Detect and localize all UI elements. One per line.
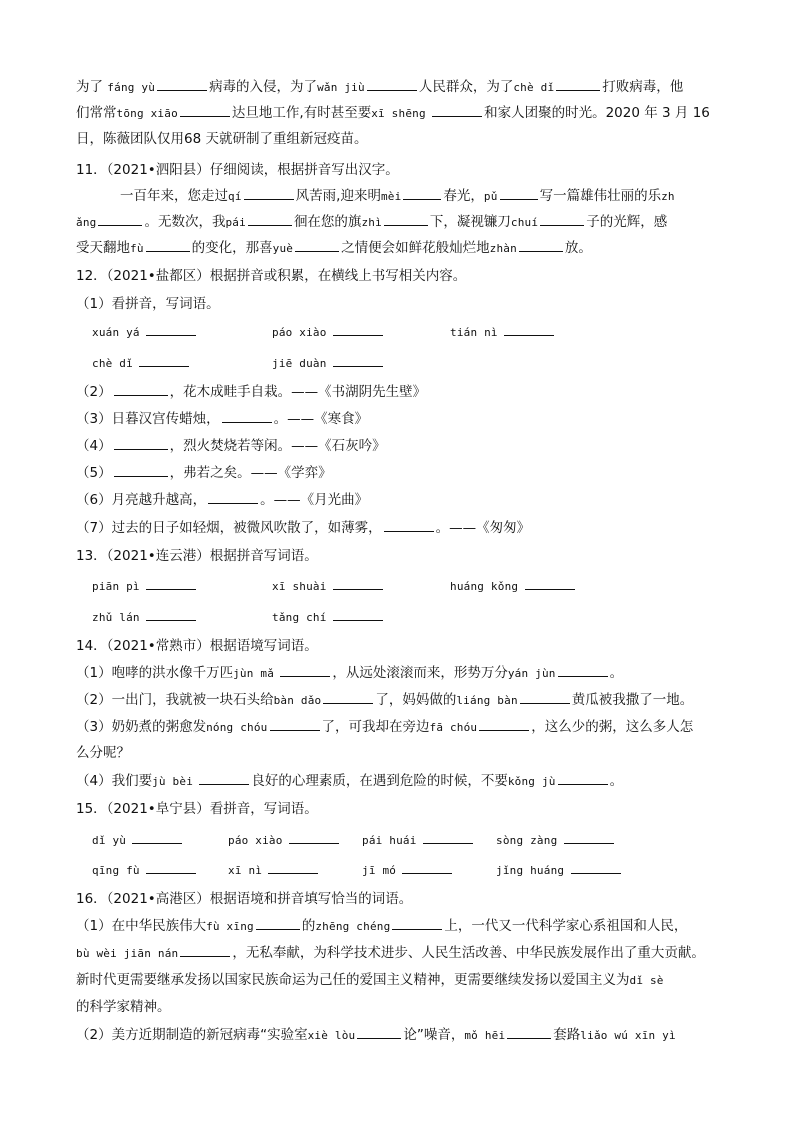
- sub-question: （6）月亮越升越高， 。——《月光曲》: [76, 492, 369, 508]
- sub-question: （2）一出门，我就被一块石头给bàn dǎo 了，妈妈做的liáng bàn 黄瓜被我撒了一地。: [76, 692, 694, 708]
- question-heading: 13．（2021•连云港）根据拼音写词语。: [76, 548, 318, 564]
- sub-question: （1）咆哮的洪水像千万匹jùn mǎ ，从远处滚滚而来，形势万分yán jùn 。: [76, 665, 624, 681]
- question-heading: 15．（2021•阜宁县）看拼音，写词语。: [76, 801, 318, 817]
- paragraph-line: 新时代更需要继承发扬以国家民族命运为己任的爱国主义精神，更需要继续发扬以爱国主义为dǐ sè: [76, 972, 664, 988]
- sub-question: （5） ，弗若之矣。——《学弈》: [76, 465, 332, 481]
- pinyin-item: jǐng huáng: [496, 860, 623, 881]
- paragraph-line: 日，陈薇团队仅用68 天就研制了重组新冠疫苗。: [76, 131, 368, 147]
- sub-question: （1）看拼音，写词语。: [76, 296, 220, 312]
- pinyin-item: páo xiào: [272, 322, 385, 343]
- sub-question: （2） ，花木成畦手自栽。——《书湖阴先生壁》: [76, 384, 427, 400]
- sub-question: （4）我们要jù bèi 良好的心理素质，在遇到危险的时候，不要kǒng jù 。: [76, 773, 624, 789]
- sub-question: （7）过去的日子如轻烟，被微风吹散了，如薄雾， 。——《匆匆》: [76, 520, 531, 536]
- pinyin-item: chè dǐ: [92, 353, 191, 374]
- question-heading: 11．（2021•泗阳县）仔细阅读，根据拼音写出汉字。: [76, 162, 399, 178]
- pinyin-item: tián nì: [450, 322, 556, 343]
- pinyin-item: tǎng chí: [272, 607, 385, 628]
- paragraph-line: （1）在中华民族伟大fù xīng 的zhēng chéng 上，一代又一代科学家心系祖国和人民，: [76, 918, 688, 934]
- pinyin-item: páo xiào: [228, 830, 341, 851]
- paragraph-line: （2）美方近期制造的新冠病毒“实验室xiè lòu 论”噪音，mǒ hēi 套路liǎo wú xīn yì: [76, 1027, 676, 1043]
- pinyin-item: sòng zàng: [496, 830, 616, 851]
- sub-question: （3）日暮汉宫传蜡烛， 。——《寒食》: [76, 411, 369, 427]
- pinyin-item: xuán yá: [92, 322, 198, 343]
- pinyin-item: piān pì: [92, 576, 198, 597]
- pinyin-item: jī mó: [362, 860, 454, 881]
- sub-question-cont: 么分呢？: [76, 745, 130, 761]
- pinyin-item: huáng kǒng: [450, 576, 577, 597]
- pinyin-item: pái huái: [362, 830, 475, 851]
- sub-question: （4） ，烈火焚烧若等闲。——《石灰吟》: [76, 438, 386, 454]
- pinyin-item: dǐ yù: [92, 830, 184, 851]
- paragraph-line: 为了 fáng yù 病毒的入侵，为了wǎn jiù 人民群众，为了chè dǐ 打败病毒，他: [76, 79, 684, 95]
- question-heading: 16．（2021•高港区）根据语境和拼音填写恰当的词语。: [76, 891, 413, 907]
- pinyin-item: jiē duàn: [272, 353, 385, 374]
- paragraph-line: 的科学家精神。: [76, 999, 171, 1015]
- pinyin-item: zhǔ lán: [92, 607, 198, 628]
- paragraph-line: 受天翻地fù 的变化，那喜yuè 之情便会如鲜花般灿烂地zhàn 放。: [76, 240, 592, 256]
- paragraph-line: 们常常tōng xiāo 达旦地工作,有时甚至要xī shēng 和家人团聚的时光。2020 年 3 月 16: [76, 105, 710, 121]
- pinyin-item: xī nì: [228, 860, 320, 881]
- paragraph-line: 一百年来，您走过qí 风苦雨,迎来明mèi 春光，pǔ 写一篇雄伟壮丽的乐zh: [120, 188, 675, 204]
- question-heading: 14．（2021•常熟市）根据语境写词语。: [76, 638, 318, 654]
- pinyin-item: qīng fù: [92, 860, 198, 881]
- question-heading: 12．（2021•盐都区）根据拼音或积累，在横线上书写相关内容。: [76, 268, 467, 284]
- paragraph-line: ǎng 。无数次，我pái 徊在您的旗zhì 下，凝视镰刀chuí 子的光辉，感: [76, 214, 668, 230]
- pinyin-item: xī shuài: [272, 576, 385, 597]
- sub-question: （3）奶奶煮的粥愈发nóng chóu 了，可我却在旁边fā chóu ，这么少的粥，这么多人怎: [76, 719, 694, 735]
- paragraph-line: bù wèi jiān nán ，无私奉献，为科学技术进步、人民生活改善、中华民族发展作出了重大贡献。: [76, 945, 705, 961]
